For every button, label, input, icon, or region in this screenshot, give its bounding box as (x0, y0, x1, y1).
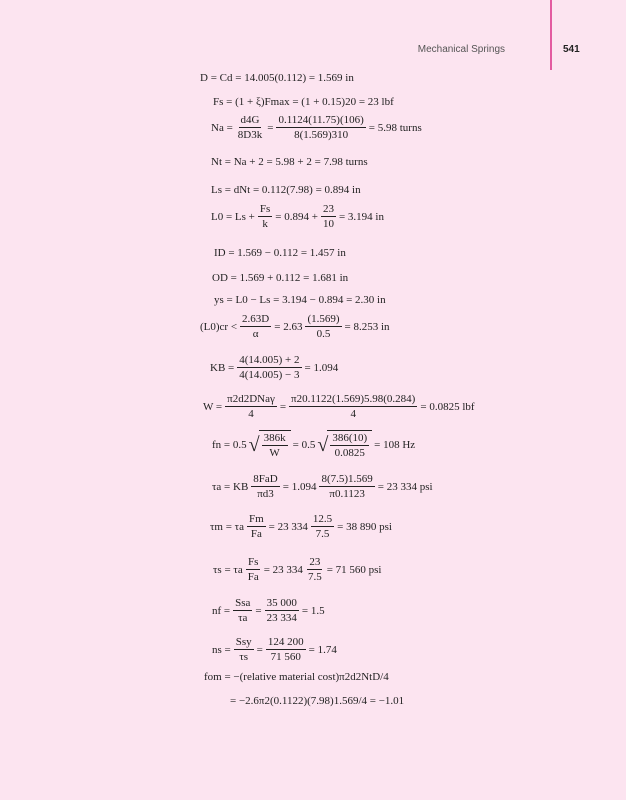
eq-bergstrasser-factor: KB = $\frac{4(14.005) + 2}{4(14.005) - 3}$ = 1.094 (210, 354, 339, 382)
eq-solid-deflection: ys = L0 − Ls = 3.194 − 0.894 = 2.30 in (214, 294, 386, 306)
eq-solid-length: Ls = dNt = 0.112(7.98) = 0.894 in (211, 184, 361, 196)
eq-natural-frequency: fn = 0.5 √ $\frac{386k}{W}$ = 0.5 √ $\frac{386(10)}{0.0825}$ = 108 Hz (212, 432, 416, 460)
eq-total-coils: Nt = Na + 2 = 5.98 + 2 = 7.98 turns (211, 156, 368, 168)
eq-weight: W = $\frac{\text{π2d2DNaγ}}{4}$ = $\frac{\pi 20.1122(1.569)5.98(0.284)}{4}$ = 0.0825 lbf (203, 393, 475, 421)
eq-solid-safety-factor: ns = $\frac{\text{Ssy}}{\tau s}$ = $\frac{124 200}{71 560}$ = 1.74 (212, 636, 337, 664)
eq-free-length: L0 = Ls + $\frac{Fs}{k}$ = 0.894 + $\frac{23}{10}$ = 3.194 in (211, 203, 384, 231)
eq-solid-force: Fs = (1 + ξ)Fmax = (1 + 0.15)20 = 23 lbf (213, 96, 394, 108)
eq-figure-of-merit: fom = −(relative material cost)π2d2NtD/4 (204, 671, 389, 683)
eq-midrange-stress: τm = τa $\frac{Fm}{Fa}$ = 23 334 $\frac{12.5}{7.5}$ = 38 890 psi (210, 513, 392, 541)
eq-figure-of-merit-value: = −2.6π2(0.1122)(7.98)1.569/4 = −1.01 (230, 695, 405, 707)
eq-inside-diameter: ID = 1.569 − 0.112 = 1.457 in (214, 247, 346, 259)
section-title: Mechanical Springs (417, 44, 505, 55)
eq-alternating-stress: τa = KB $\frac{\text{8FaD}}{\pi d3}$ = 1.094 $\frac{8(7.5)1.569}{\pi 0.1123}$ = 23 334 psi (212, 473, 433, 501)
page-number: 541 (563, 44, 580, 55)
eq-solid-stress: τs = τa $\frac{Fs}{Fa}$ = 23 334 $\frac{23}{7.5}$ = 71 560 psi (213, 556, 382, 584)
eq-critical-length: (L0)cr < $\frac{2.63D}{\alpha}$ = 2.63 $\frac{(1.569)}{0.5}$ = 8.253 in (200, 313, 390, 341)
eq-outside-diameter: OD = 1.569 + 0.112 = 1.681 in (212, 272, 349, 284)
eq-fatigue-factor: nf = $\frac{\text{Ssa}}{\tau a}$ = $\frac{35 000}{23 334}$ = 1.5 (212, 597, 325, 625)
eq-active-coils: Na = $\frac{d4G}{8D3k}$ = $\frac{0.1124(11.75)(106)}{8(1.569)310}$ = 5.98 turns (211, 114, 422, 142)
eq-diameter: D = Cd = 14.005(0.112) = 1.569 in (200, 72, 354, 84)
